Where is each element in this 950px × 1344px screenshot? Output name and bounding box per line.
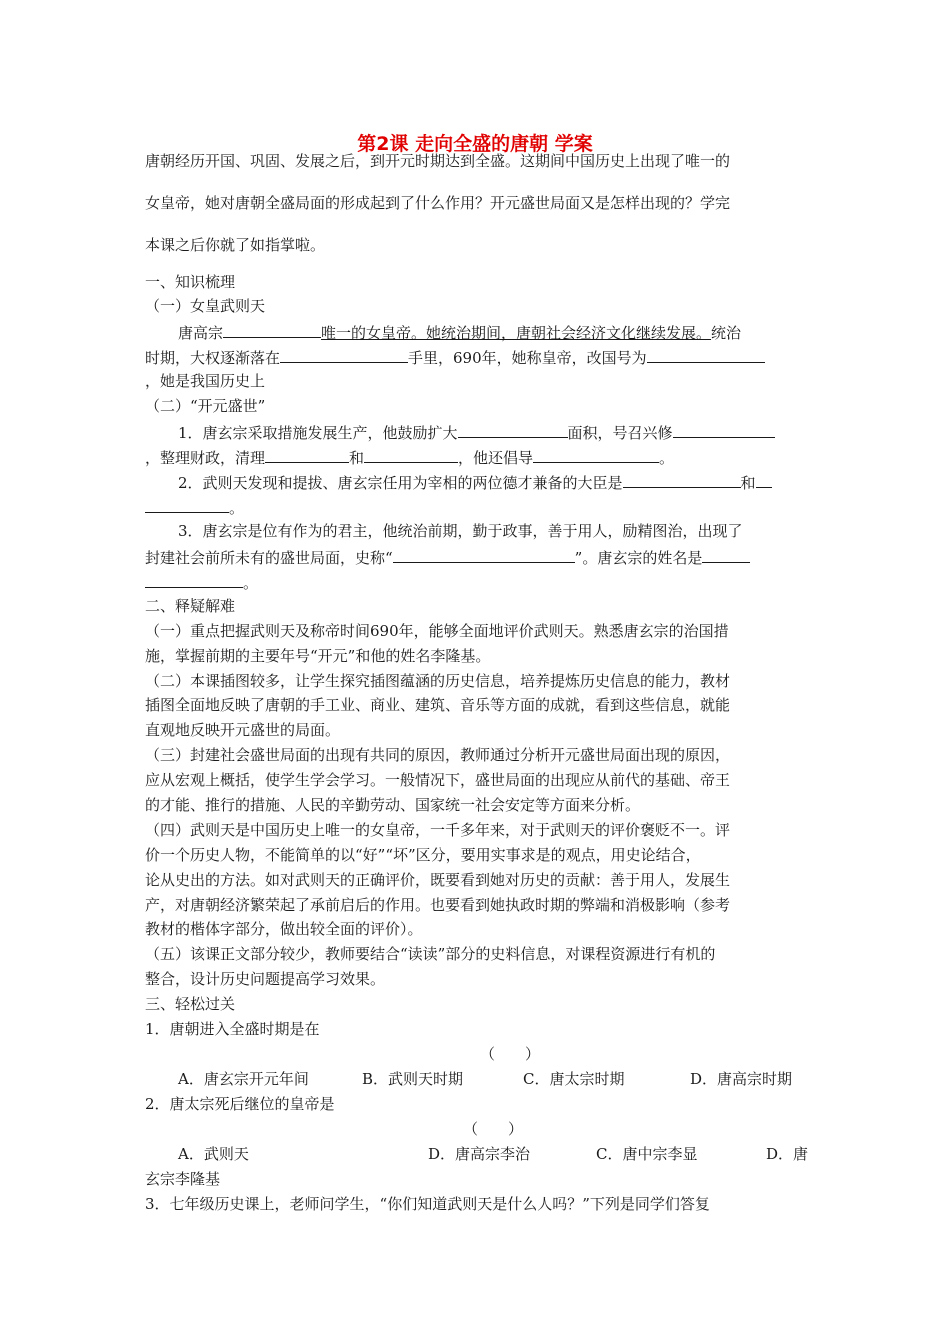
- section2-line: 整合，设计历史问题提高学习效果。: [145, 970, 386, 988]
- quiz-question-3: 3．七年级历史课上，老师问学生，“你们知道武则天是什么人吗？”下列是同学们答复: [145, 1195, 710, 1213]
- quiz-option[interactable]: D．唐: [766, 1145, 809, 1163]
- blank[interactable]: [393, 546, 575, 563]
- question-kaiyuan-3c: 。: [145, 571, 258, 593]
- section2-heading: 二、释疑解难: [145, 597, 236, 615]
- section2-line: 的才能、推行的措施、人民的辛勤劳动、国家统一社会安定等方面来分析。: [145, 796, 641, 814]
- intro-line-1: 唐朝经历开国、巩固、发展之后，到开元时期达到全盛。这期间中国历史上出现了唯一的: [145, 152, 731, 170]
- section2-line: 插图全面地反映了唐朝的手工业、商业、建筑、音乐等方面的成就，看到这些信息，就能: [145, 696, 731, 714]
- blank[interactable]: [265, 446, 349, 463]
- quiz-option[interactable]: A．武则天: [178, 1145, 249, 1163]
- section2-line: 应从宏观上概括，使学生学会学习。一般情况下，盛世局面的出现应从前代的基础、帝王: [145, 771, 731, 789]
- quiz-option[interactable]: D．唐高宗时期: [690, 1070, 793, 1088]
- blank[interactable]: [702, 546, 750, 563]
- section2-line: （五）该课正文部分较少，教师要结合“读读”部分的史料信息，对课程资源进行有机的: [145, 945, 716, 963]
- blank[interactable]: [458, 421, 568, 438]
- paragraph-wuzetian-1: 唐高宗 唯一的女皇帝。她统治期间，唐朝社会经济文化继续发展。统治: [178, 321, 741, 343]
- section1-heading: 一、知识梳理: [145, 273, 236, 291]
- section2-line: （二）本课插图较多，让学生探究插图蕴涵的历史信息，培养提炼历史信息的能力，教材: [145, 672, 731, 690]
- quiz-option[interactable]: A．唐玄宗开元年间: [178, 1070, 309, 1088]
- blank[interactable]: [673, 421, 775, 438]
- quiz-question-1: 1．唐朝进入全盛时期是在: [145, 1020, 320, 1038]
- section2-line: （一）重点把握武则天及称帝时间690年，能够全面地评价武则天。熟悉唐玄宗的治国措: [145, 622, 729, 640]
- page-title: 第2课 走向全盛的唐朝 学案: [357, 133, 593, 155]
- blank[interactable]: [533, 446, 659, 463]
- section3-heading: 三、轻松过关: [145, 995, 236, 1013]
- quiz-option[interactable]: D．唐高宗李治: [428, 1145, 531, 1163]
- question-kaiyuan-1a: 1．唐玄宗采取措施发展生产，他鼓励扩大 面积，号召兴修: [178, 421, 775, 443]
- blank[interactable]: [756, 471, 772, 488]
- paragraph-wuzetian-2: 时期，大权逐渐落在 手里，690年，她称皇帝，改国号为: [145, 346, 765, 368]
- question-kaiyuan-2b: 。: [145, 496, 244, 518]
- blank[interactable]: [623, 471, 741, 488]
- section1-sub2: （二）“开元盛世”: [145, 397, 266, 415]
- section2-line: 施，掌握前期的主要年号“开元”和他的姓名李隆基。: [145, 647, 491, 665]
- answer-paren[interactable]: （ ）: [463, 1120, 524, 1138]
- question-kaiyuan-2a: 2．武则天发现和提拔、唐玄宗任用为宰相的两位德才兼备的大臣是 和: [178, 471, 772, 493]
- quiz-option-continued: 玄宗李隆基: [145, 1170, 221, 1188]
- section2-line: （三）封建社会盛世局面的出现有共同的原因，教师通过分析开元盛世局面出现的原因，: [145, 746, 731, 764]
- paragraph-wuzetian-3: ，她是我国历史上: [145, 372, 266, 390]
- blank[interactable]: [364, 446, 458, 463]
- blank[interactable]: [145, 571, 243, 588]
- section2-line: （四）武则天是中国历史上唯一的女皇帝，一千多年来，对于武则天的评价褒贬不一。评: [145, 821, 731, 839]
- quiz-option[interactable]: B．武则天时期: [362, 1070, 464, 1088]
- question-kaiyuan-3b: 封建社会前所未有的盛世局面，史称“ ”。唐玄宗的姓名是: [145, 546, 750, 568]
- section2-line: 论从史出的方法。如对武则天的正确评价，既要看到她对历史的贡献：善于用人，发展生: [145, 871, 731, 889]
- section2-line: 价一个历史人物，不能简单的以“好”“坏”区分，要用实事求是的观点，用史论结合，: [145, 846, 701, 864]
- blank[interactable]: [223, 321, 321, 338]
- question-kaiyuan-1b: ，整理财政，清理 和 ，他还倡导 。: [145, 446, 674, 468]
- intro-line-3: 本课之后你就了如指掌啦。: [145, 236, 326, 254]
- intro-line-2: 女皇帝，她对唐朝全盛局面的形成起到了什么作用？开元盛世局面又是怎样出现的？学完: [145, 194, 731, 212]
- blank[interactable]: [145, 496, 229, 513]
- section1-sub1: （一）女皇武则天: [145, 297, 266, 315]
- quiz-option[interactable]: C．唐中宗李显: [596, 1145, 698, 1163]
- quiz-option[interactable]: C．唐太宗时期: [523, 1070, 625, 1088]
- answer-paren[interactable]: （ ）: [480, 1045, 541, 1063]
- section2-line: 产，对唐朝经济繁荣起了承前启后的作用。也要看到她执政时期的弊端和消极影响（参考: [145, 896, 731, 914]
- section2-line: 直观地反映开元盛世的局面。: [145, 721, 341, 739]
- blank[interactable]: [280, 346, 408, 363]
- quiz-question-2: 2．唐太宗死后继位的皇帝是: [145, 1095, 335, 1113]
- question-kaiyuan-3a: 3．唐玄宗是位有作为的君主，他统治前期，勤于政事，善于用人，励精图治，出现了: [178, 522, 743, 540]
- section2-line: 教材的楷体字部分，做出较全面的评价）。: [145, 920, 423, 938]
- blank[interactable]: [647, 346, 765, 363]
